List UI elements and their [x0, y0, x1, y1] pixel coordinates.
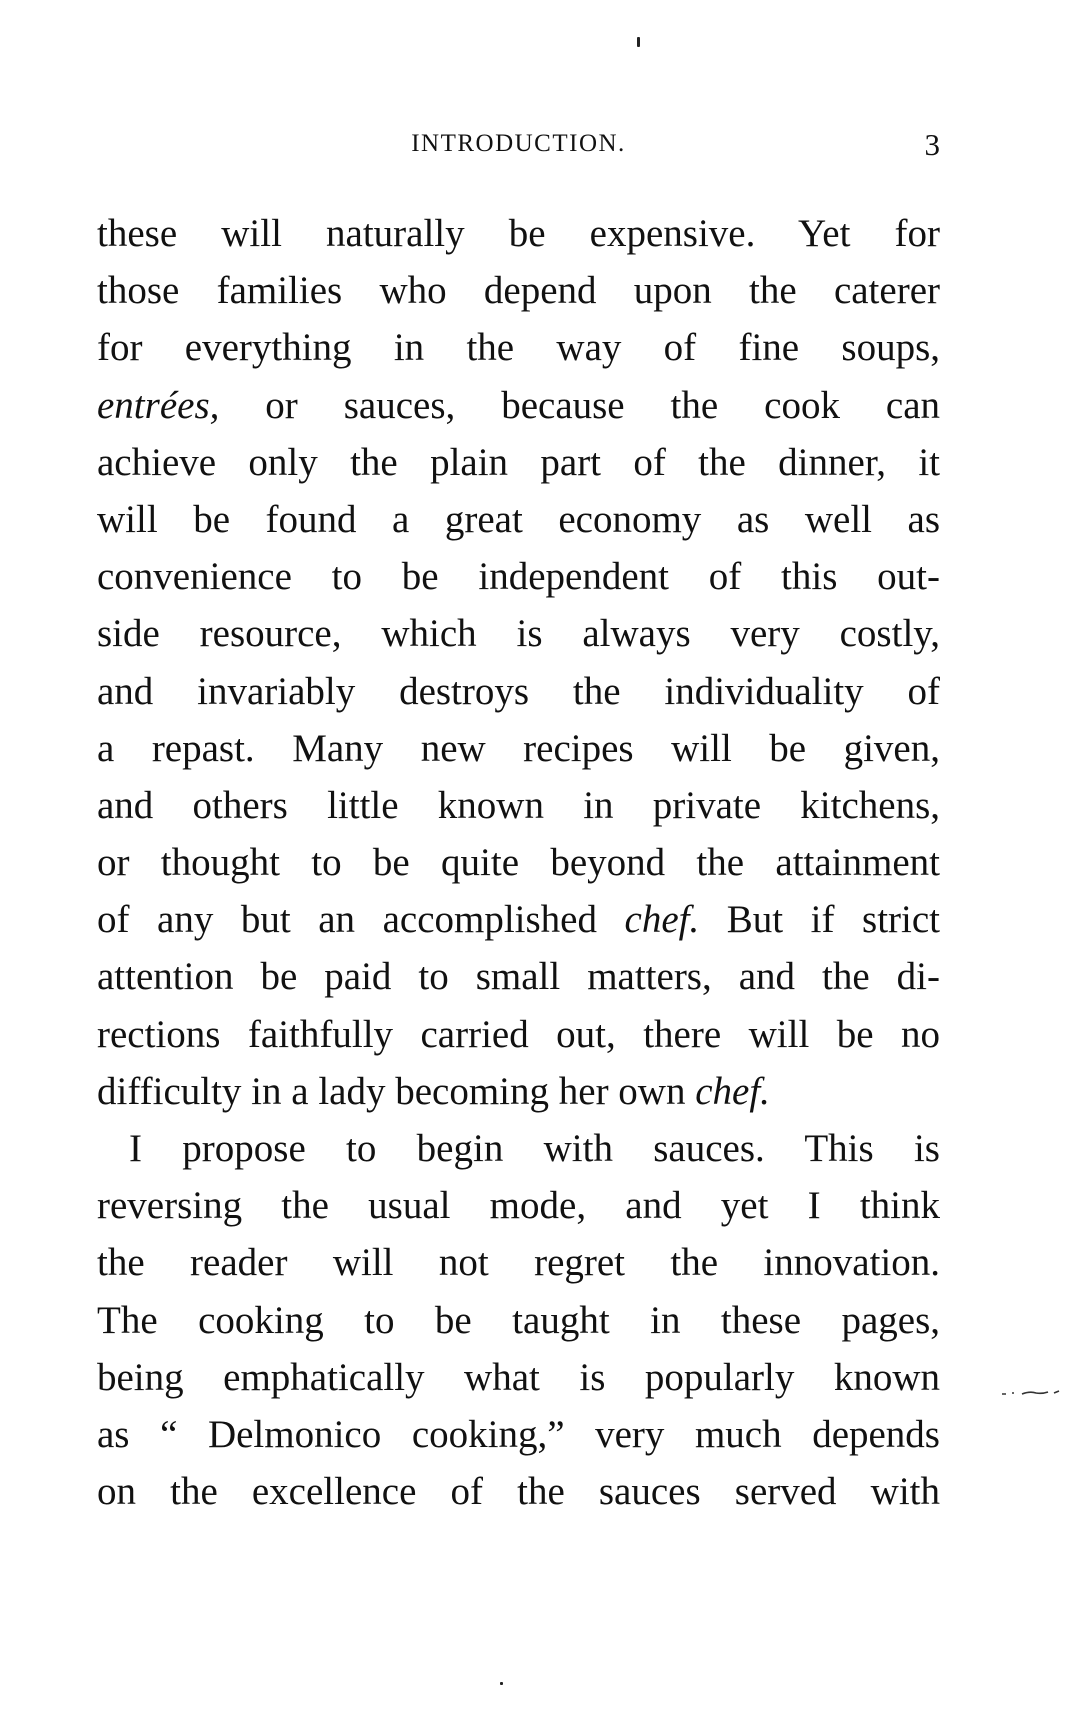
italic-word: chef. — [695, 1069, 770, 1113]
running-head: INTRODUCTION. — [411, 130, 626, 157]
paragraph-1 — [97, 205, 940, 1120]
text-line: a repast. Many new recipes will be given, — [97, 726, 940, 770]
text-fragment: But if strict — [699, 898, 940, 942]
ink-speck — [500, 1682, 503, 1685]
text-fragment: or sauces, because the cook can — [219, 383, 940, 427]
text-line: the reader will not regret the innovation. — [97, 1241, 940, 1285]
text-line — [97, 1063, 940, 1120]
text-line: for everything in the way of fine soups, — [97, 326, 940, 370]
text-line: convenience to be independent of this out- — [97, 555, 940, 599]
ink-speck — [637, 37, 640, 47]
body-text — [97, 205, 940, 1520]
text-line: side resource, which is always very costly, — [97, 612, 940, 656]
page-header — [97, 127, 940, 170]
page-number: 3 — [924, 127, 940, 162]
marginal-pencil-mark — [1002, 1390, 1060, 1396]
text-line: reversing the usual mode, and yet I think — [97, 1184, 940, 1228]
text-line: as “ Delmonico cooking,” very much depends — [97, 1412, 940, 1456]
text-line: attention be paid to small matters, and the di- — [97, 955, 940, 999]
text-line: or thought to be quite beyond the attainment — [97, 841, 940, 885]
text-line: The cooking to be taught in these pages, — [97, 1298, 940, 1342]
text-line: rections faithfully carried out, there will be no — [97, 1012, 940, 1056]
text-fragment: of any but an accomplished — [97, 898, 625, 942]
paragraph-2 — [97, 1120, 940, 1520]
text-line: and others little known in private kitchens, — [97, 783, 940, 827]
text-line: will be found a great economy as well as — [97, 497, 940, 541]
text-line — [97, 377, 940, 434]
italic-word: entrées, — [97, 383, 220, 427]
text-line: and invariably destroys the individuality of — [97, 669, 940, 713]
text-line: being emphatically what is popularly known — [97, 1355, 940, 1399]
text-fragment: difficulty in a lady becoming her own — [97, 1069, 696, 1113]
text-line: those families who depend upon the caterer — [97, 269, 940, 313]
text-line: these will naturally be expensive. Yet for — [97, 212, 940, 255]
text-line: I propose to begin with sauces. This is — [129, 1127, 940, 1170]
text-line: achieve only the plain part of the dinner, it — [97, 440, 940, 484]
text-line: on the excellence of the sauces served with — [97, 1470, 940, 1514]
italic-word: chef. — [624, 898, 700, 942]
text-line — [97, 891, 940, 948]
